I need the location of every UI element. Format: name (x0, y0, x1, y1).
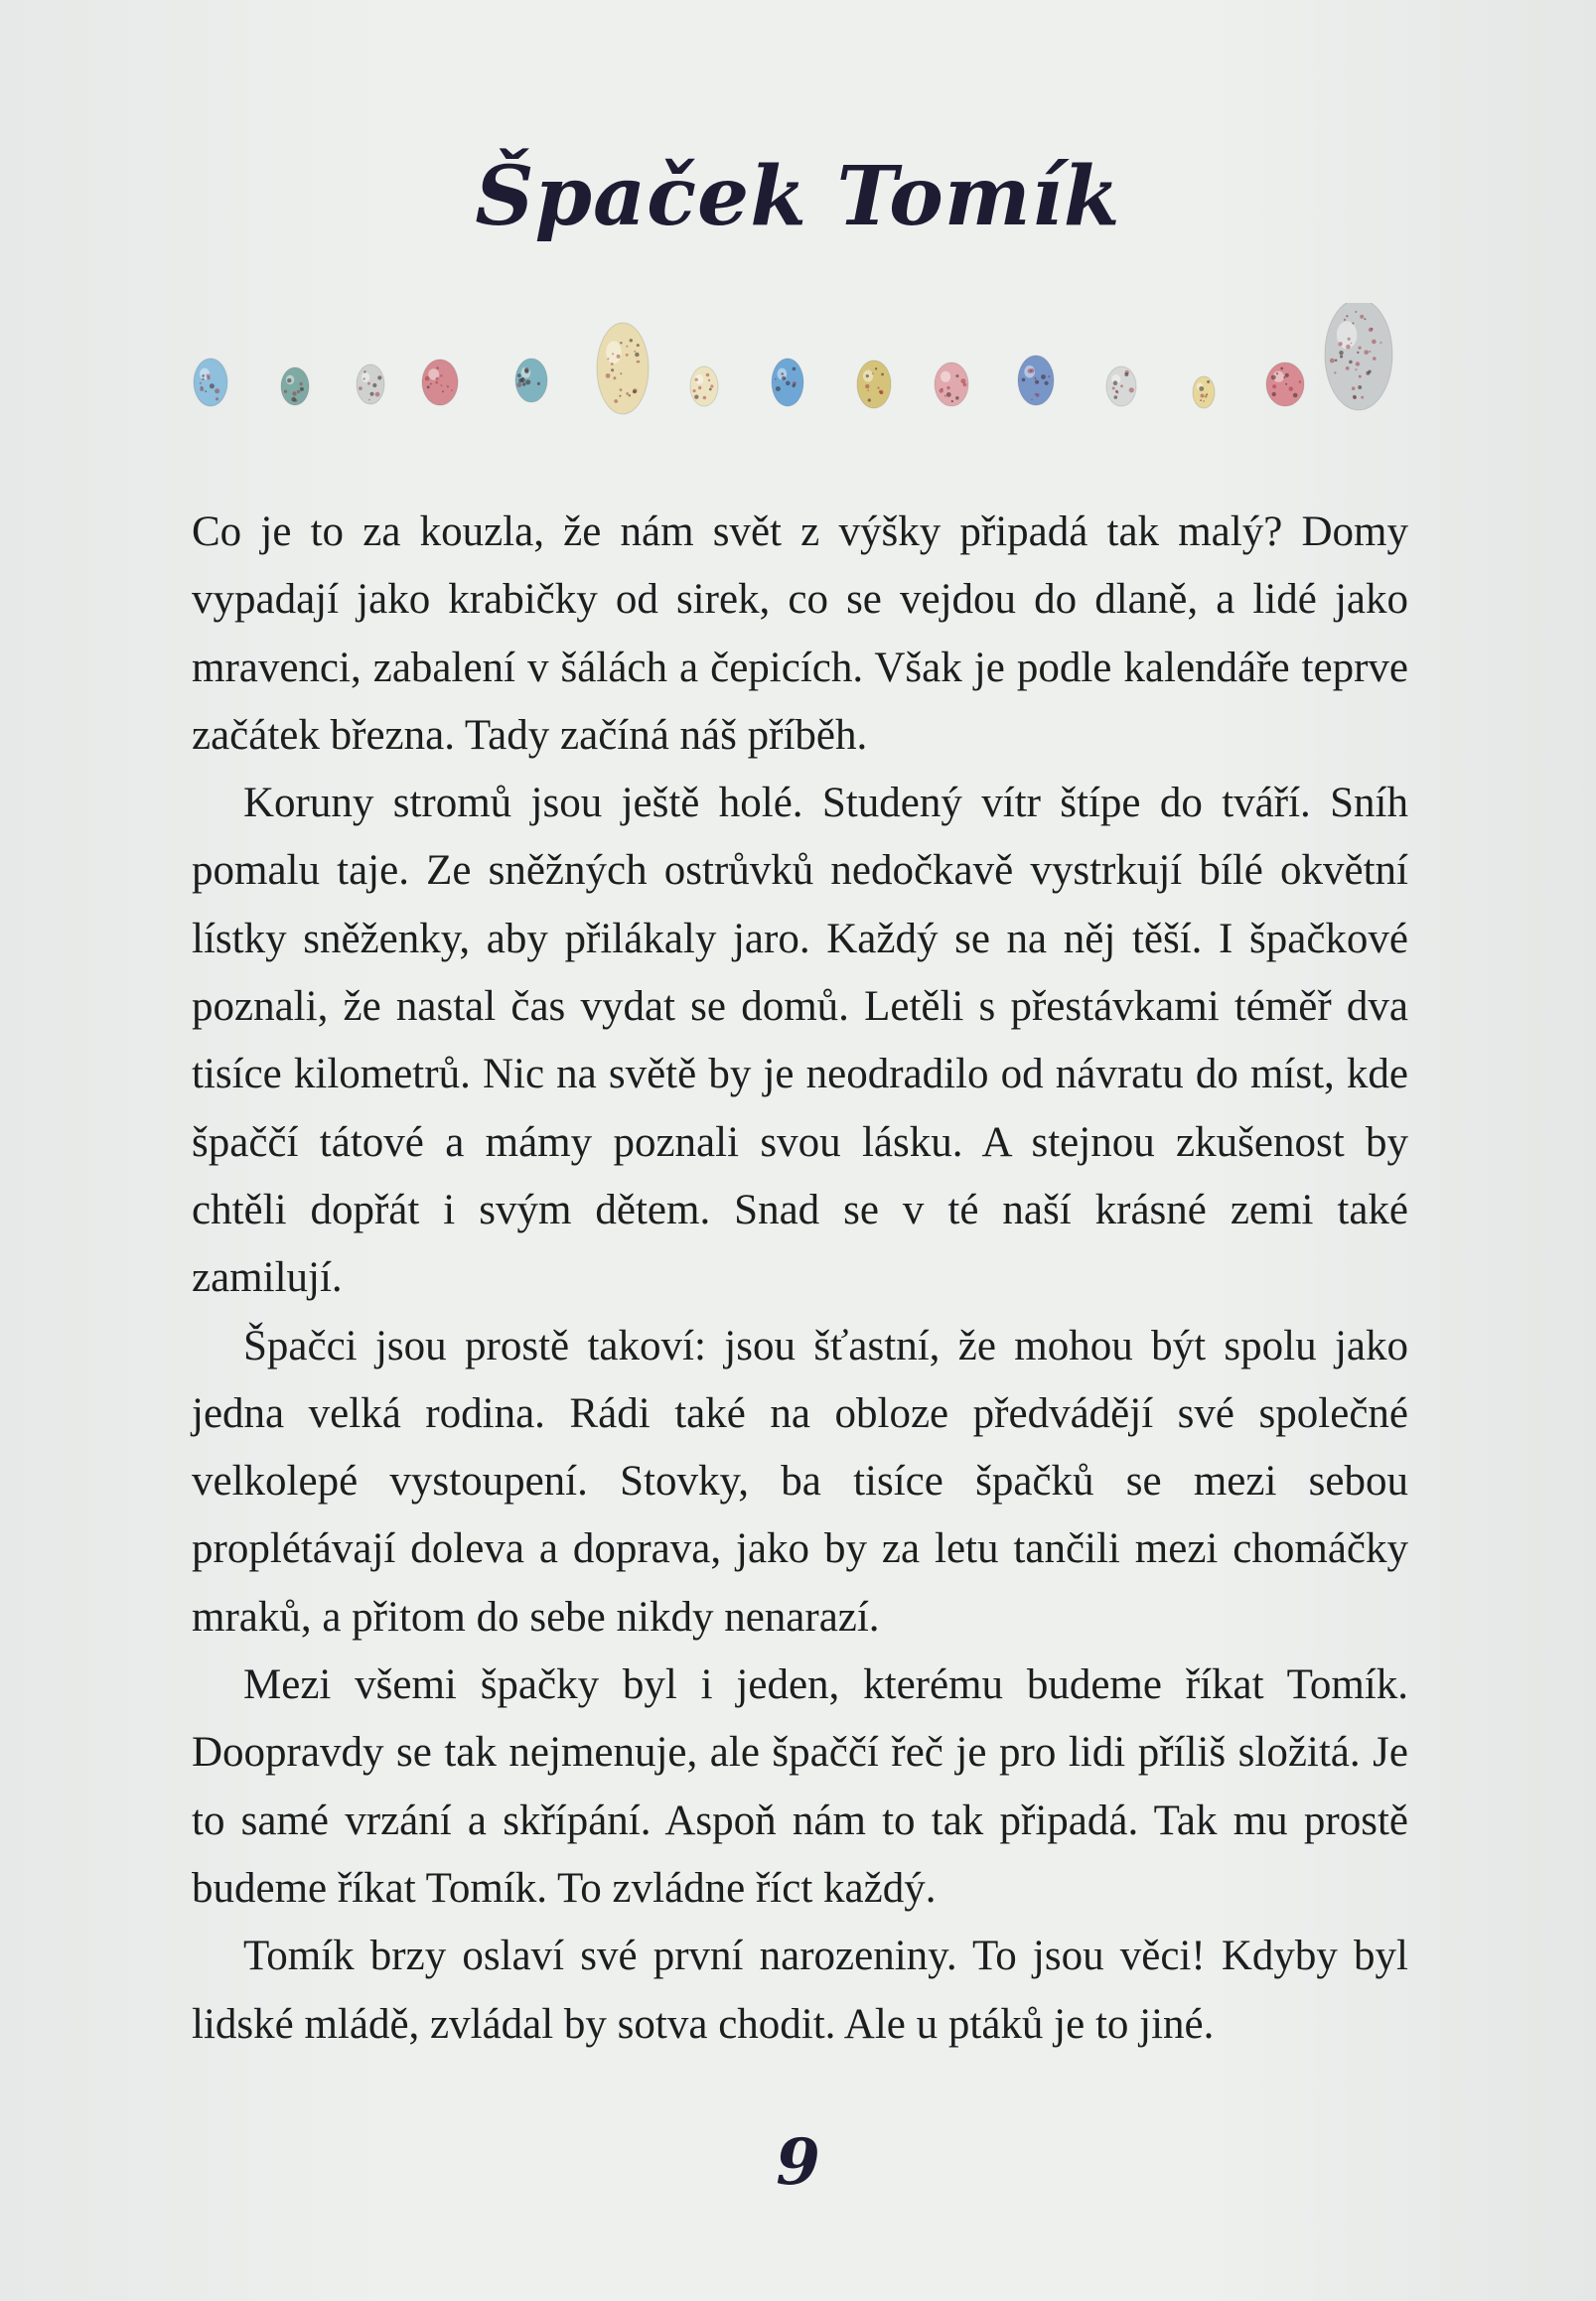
page-number: 9 (776, 2125, 820, 2200)
egg-icon (857, 360, 891, 408)
egg-icon (281, 367, 309, 405)
paragraph-2: Koruny stromů jsou ještě holé. Studený vítr štípe do tváří. Sníh pomalu taje. Ze sněžných ostrůvků nedočkavě vystrkují bílé okvětní lístky sněženky, aby přilákaly jaro. Každý se na něj těší. I špačkové poznali, že nastal čas vydat se domů. Letěli s přestávkami téměř dva tisíce kilometrů. Nic na světě by je neodradilo od návratu do míst, kde špaččí tátové a mámy poznali svou lásku. A stejnou zkušenost by chtěli dopřát i svým dětem. Snad se v té naší krásné zemi také zamilují. (192, 780, 1408, 1302)
paragraph-3: Špačci jsou prostě takoví: jsou šťastní, že mohou být spolu jako jedna velká rodina. Rádi také na obloze předvádějí své společné velkolepé vystoupení. Stovky, ba tisíce špačků se mezi sebou proplétávají doleva a doprava, jako by za letu tančili mezi chomáčky mraků, a přitom do sebe nikdy nenarazí. (192, 1322, 1408, 1641)
egg-icon (1106, 366, 1136, 406)
chapter-body (192, 499, 1408, 2059)
paragraph-5: Tomík brzy oslaví své první narozeniny. To jsou věci! Kdyby byl lidské mládě, zvládal by sotva chodit. Ale u ptáků je to jiné. (192, 1933, 1408, 2048)
egg-icon (1325, 303, 1392, 410)
egg-icon (515, 359, 547, 402)
egg-icon (597, 323, 649, 414)
egg-icon (772, 359, 803, 406)
egg-icon (1193, 376, 1215, 408)
paragraph-4: Mezi všemi špačky byl i jeden, kterému budeme říkat Tomík. Doopravdy se tak nejmenuje, ale špaččí řeč je pro lidi příliš složitá. Je to samé vrzání a skřípání. Aspoň nám to tak připadá. Tak mu prostě budeme říkat Tomík. To zvládne říct každý. (192, 1661, 1408, 1912)
paragraph-1: Co je to za kouzla, že nám svět z výšky připadá tak malý? Domy vypadají jako krabičky od sirek, co se vejdou do dlaně, a lidé jako mravenci, zabalení v šálách a čepicích. Však je podle kalendáře teprve začátek března. Tady začíná náš příběh. (192, 508, 1408, 759)
egg-icon (422, 360, 458, 405)
egg-icon (1266, 362, 1304, 406)
chapter-title: Špaček Tomík (475, 149, 1121, 244)
egg-icon (1018, 356, 1054, 405)
egg-icon (357, 364, 384, 404)
egg-icon (194, 359, 227, 406)
egg-icon (935, 362, 968, 406)
egg-icon (690, 366, 718, 406)
eggs-decoration (189, 303, 1410, 442)
speckled-eggs-icon (189, 303, 1410, 442)
